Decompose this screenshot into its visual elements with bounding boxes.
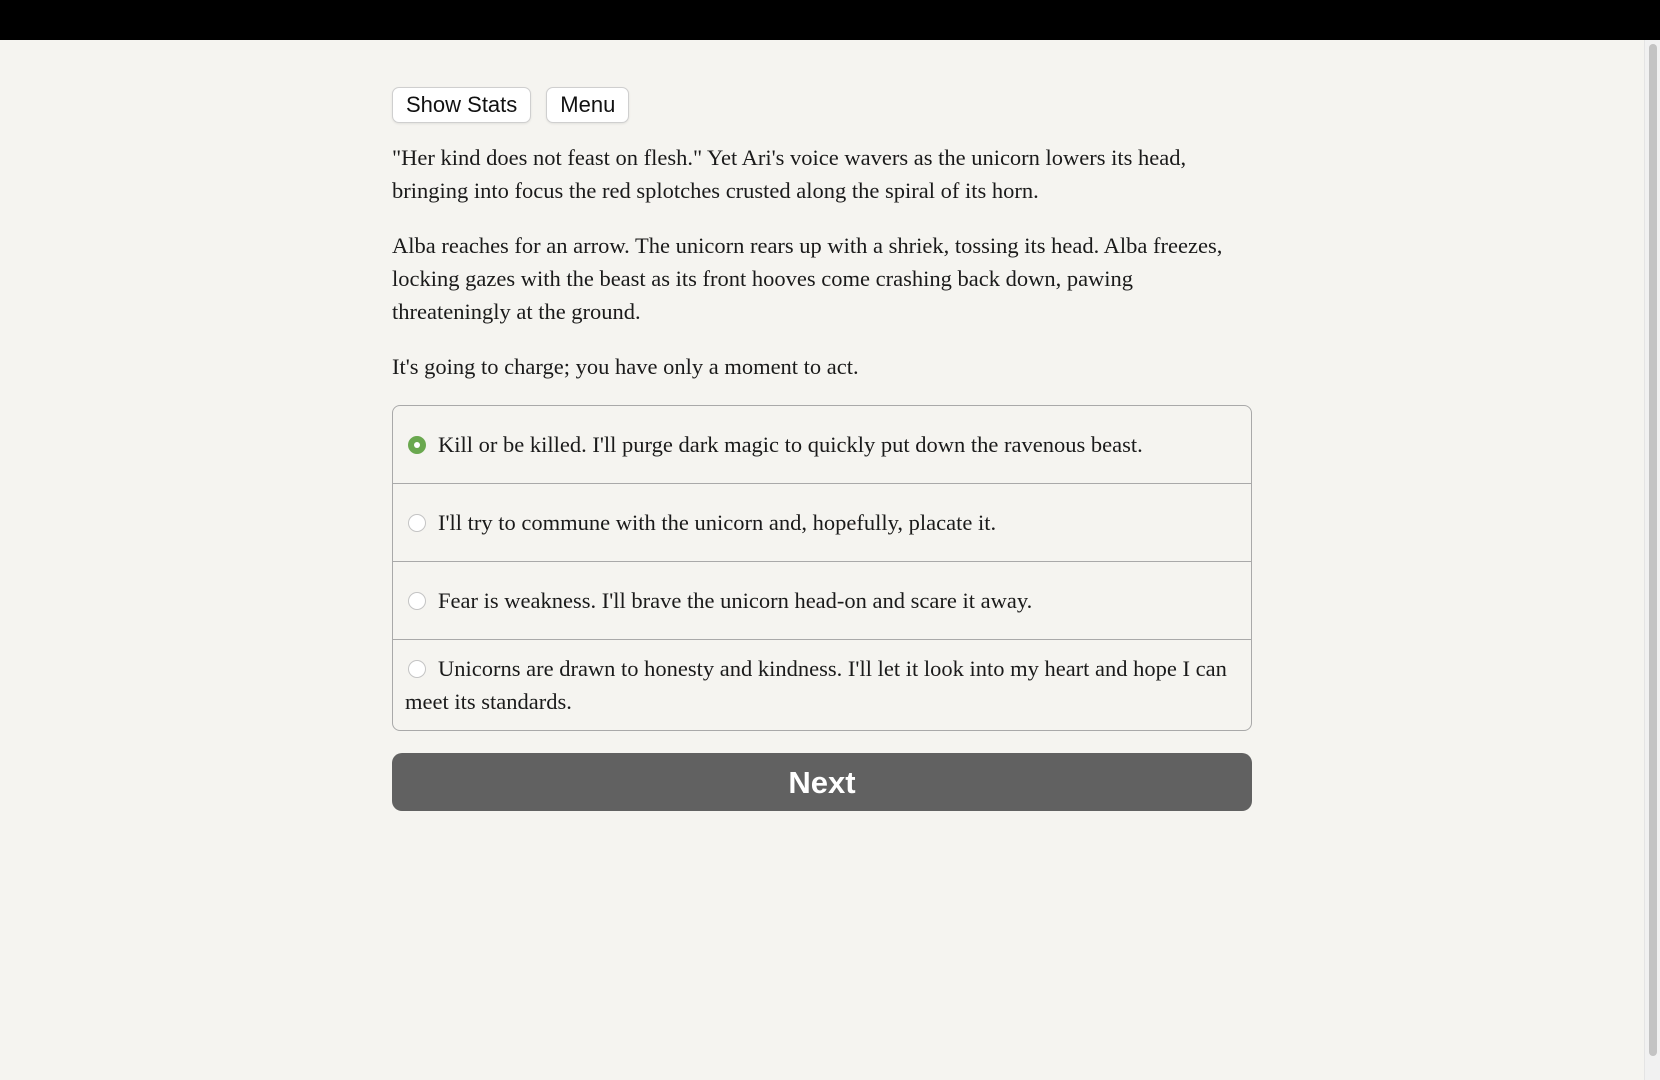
choice-label: Unicorns are drawn to honesty and kindness. I'll let it look into my heart and hope I can meet its standards. xyxy=(405,656,1227,714)
choice-option[interactable] xyxy=(393,562,1251,640)
story-paragraph: It's going to charge; you have only a moment to act. xyxy=(392,354,859,379)
story-paragraph: Alba reaches for an arrow. The unicorn rears up with a shriek, tossing its head. Alba freezes, locking gazes with the beast as its front hooves come crashing back down, pawing threateningly at the ground. xyxy=(392,233,1223,324)
menu-button[interactable]: Menu xyxy=(546,87,629,123)
top-bar xyxy=(0,0,1660,40)
story-text xyxy=(392,141,1252,383)
choice-list xyxy=(392,405,1252,731)
scrollbar-thumb[interactable] xyxy=(1649,44,1657,1056)
choice-label: Kill or be killed. I'll purge dark magic to quickly put down the ravenous beast. xyxy=(438,432,1143,457)
choice-option[interactable] xyxy=(393,640,1251,730)
radio-unselected-icon[interactable] xyxy=(408,514,426,532)
show-stats-button[interactable]: Show Stats xyxy=(392,87,531,123)
choice-label: Fear is weakness. I'll brave the unicorn head-on and scare it away. xyxy=(438,588,1033,613)
next-button[interactable]: Next xyxy=(392,753,1252,811)
radio-selected-icon[interactable] xyxy=(408,436,426,454)
game-content xyxy=(392,87,1252,811)
choice-label: I'll try to commune with the unicorn and, hopefully, placate it. xyxy=(438,510,997,535)
story-paragraph: "Her kind does not feast on flesh." Yet Ari's voice wavers as the unicorn lowers its head, bringing into focus the red splotches crusted along the spiral of its horn. xyxy=(392,145,1187,203)
radio-unselected-icon[interactable] xyxy=(408,660,426,678)
toolbar xyxy=(392,87,1252,123)
choice-option[interactable] xyxy=(393,406,1251,484)
radio-unselected-icon[interactable] xyxy=(408,592,426,610)
scrollbar[interactable] xyxy=(1644,40,1660,1080)
choice-option[interactable] xyxy=(393,484,1251,562)
